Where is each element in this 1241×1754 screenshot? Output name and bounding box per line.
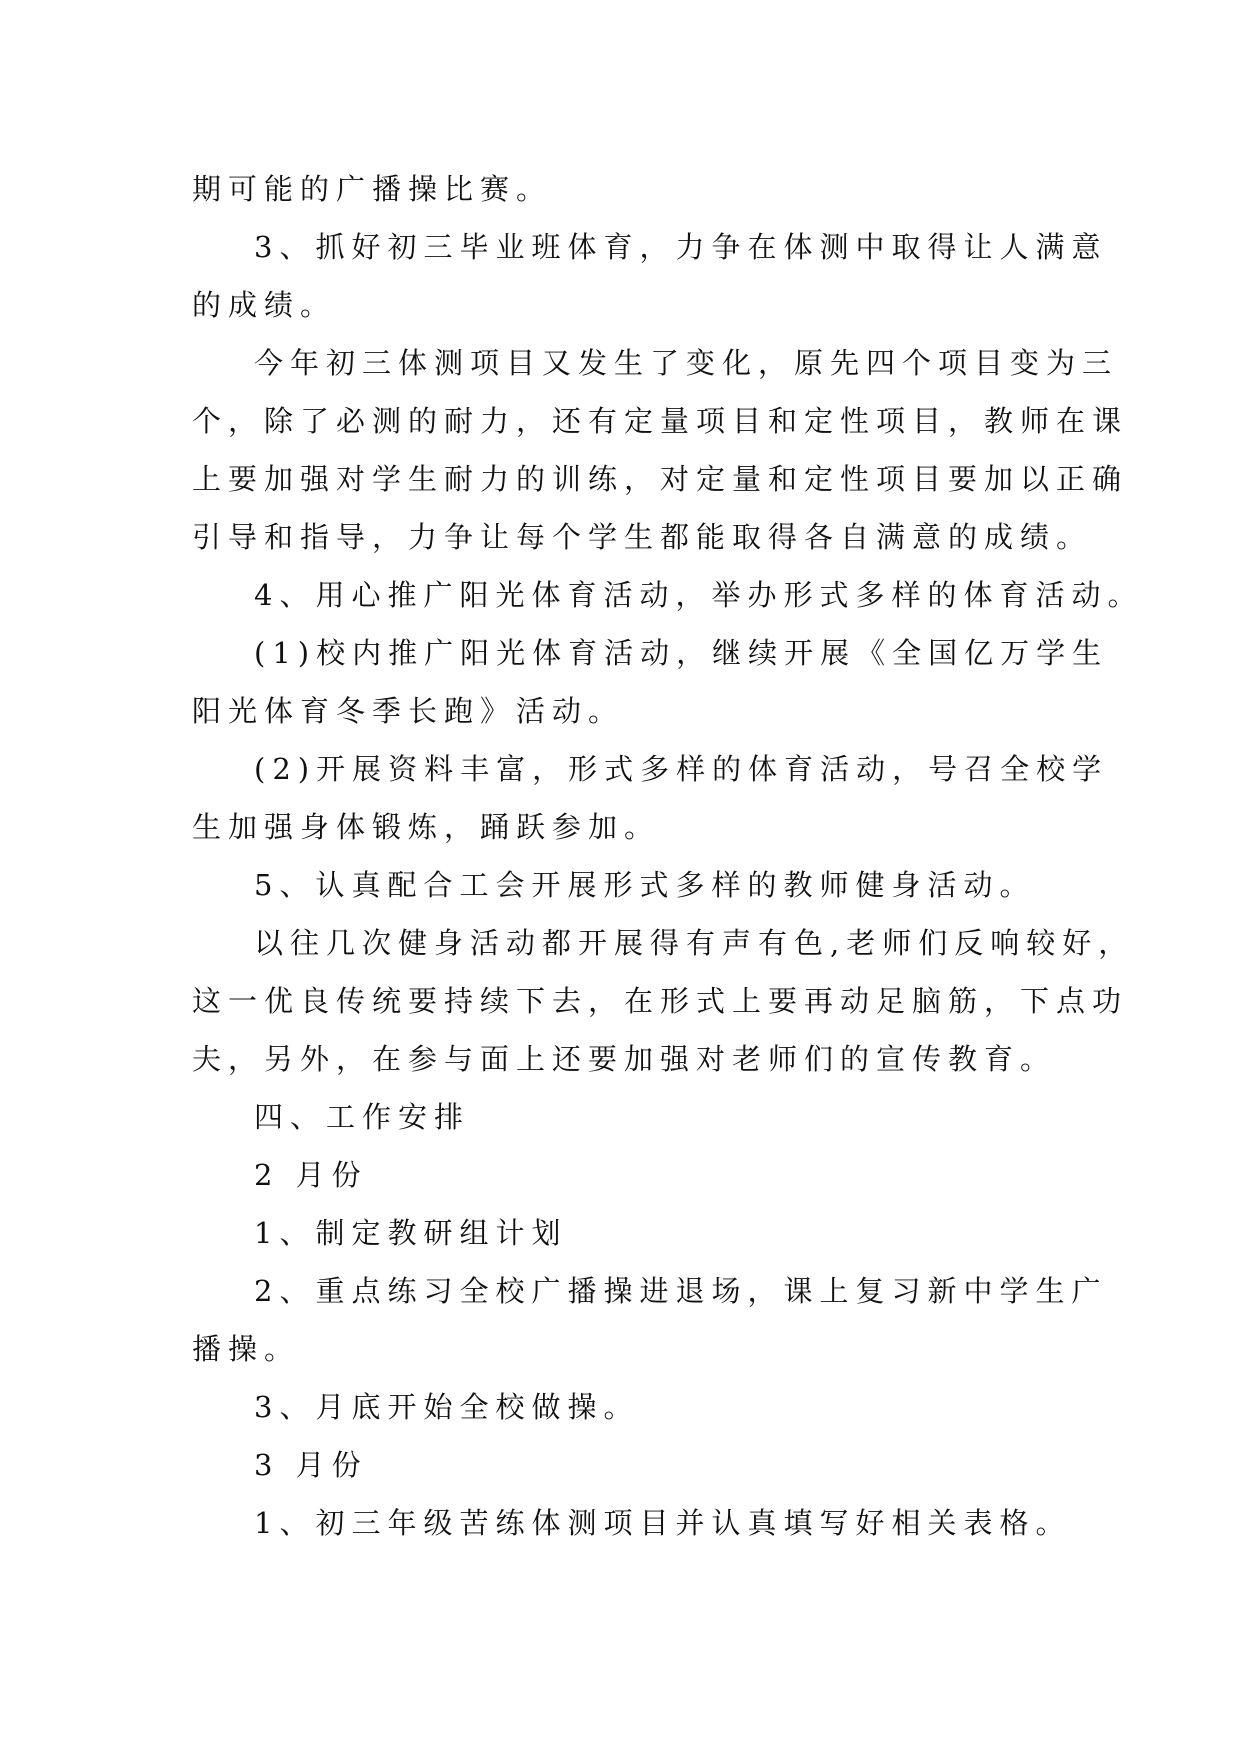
text-line: 今年初三体测项目又发生了变化，原先四个项目变为三 [254,346,1119,380]
text-line: 1、制定教研组计划 [254,1216,568,1250]
text-line: 4、用心推广阳光体育活动，举办形式多样的体育活动。 [254,578,1144,612]
text-line: 期可能的广播操比赛。 [192,172,553,206]
text-line: 夫，另外，在参与面上还要加强对老师们的宣传教育。 [192,1042,1057,1076]
text-line: 上要加强对学生耐力的训练，对定量和定性项目要加以正确 [192,462,1129,496]
text-line: (1)校内推广阳光体育活动，继续开展《全国亿万学生 [254,636,1109,670]
text-line: 以往几次健身活动都开展得有声有色,老师们反响较好， [254,926,1135,960]
document-body [192,160,1144,1552]
text-line: 5、认真配合工会开展形式多样的教师健身活动。 [254,868,1036,902]
text-line: 阳光体育冬季长跑》活动。 [192,694,625,728]
text-line: 个，除了必测的耐力，还有定量项目和定性项目，教师在课 [192,404,1129,438]
text-line: 3、抓好初三毕业班体育，力争在体测中取得让人满意 [254,230,1108,264]
text-line: 引导和指导，力争让每个学生都能取得各自满意的成绩。 [192,520,1093,554]
month-heading: 3 月份 [254,1448,368,1482]
month-heading: 2 月份 [254,1158,368,1192]
text-line: 的成绩。 [192,288,337,322]
section-heading: 四、工作安排 [254,1100,471,1134]
text-line: 生加强身体锻炼，踊跃参加。 [192,810,661,844]
text-line: 1、初三年级苦练体测项目并认真填写好相关表格。 [254,1506,1072,1540]
text-line: 2、重点练习全校广播操进退场，课上复习新中学生广 [254,1274,1108,1308]
text-line: 3、月底开始全校做操。 [254,1390,640,1424]
text-line: 播操。 [192,1332,301,1366]
text-line: (2)开展资料丰富，形式多样的体育活动，号召全校学 [254,752,1109,786]
text-line: 这一优良传统要持续下去，在形式上要再动足脑筋，下点功 [192,984,1129,1018]
